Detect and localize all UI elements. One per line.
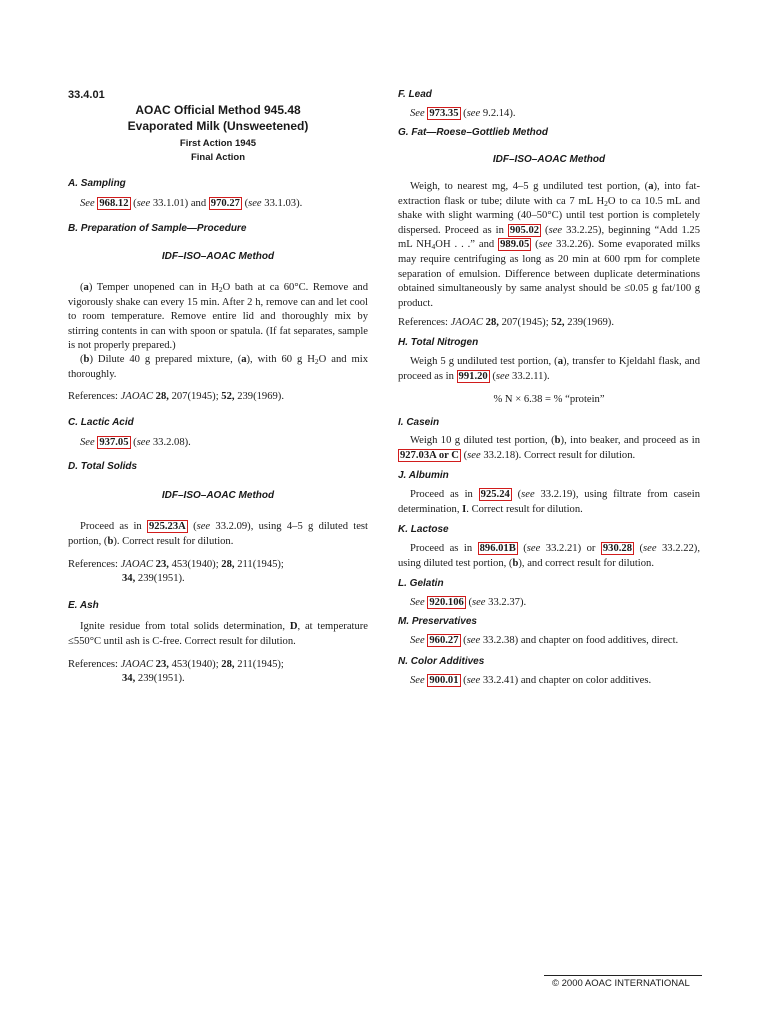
method-link-970-27[interactable]: 970.27 (210, 198, 240, 209)
para-a-sampling: See 968.12 (see 33.1.01) and 970.27 (see 33.1.03). (80, 198, 303, 209)
references-g: References: JAOAC 28, 207(1945); 52, 239(1969). (398, 317, 614, 328)
heading-c-lactic-acid: C. Lactic Acid (68, 417, 134, 428)
heading-b-preparation: B. Preparation of Sample—Procedure (68, 223, 247, 234)
references-b: References: JAOAC 28, 207(1945); 52, 239(1969). (68, 391, 284, 402)
para-e-ash: Ignite residue from total solids determination, D, at temperature ≤550°C until ash is C-free. Correct result for dilution. (68, 621, 368, 647)
method-link-968-12[interactable]: 968.12 (99, 198, 129, 209)
heading-a-sampling: A. Sampling (68, 178, 126, 189)
para-b-step-a: (a) Temper unopened can in $H_2O$ bath at ca 60°C. Remove and vigorously shake can every 15 min. After 2 h, remove can and let cool to room temperature. Remove entire lid and thoroughly mix by stirring contents in can with spoon or spatula. (If fat separates, sample is not properly prepared.) (68, 282, 368, 352)
method-link-927-03[interactable]: 927.03A or C (400, 449, 459, 461)
method-link-896-01b[interactable]: 896.01B (479, 543, 516, 554)
method-link-930-28[interactable]: 930.28 (602, 543, 633, 554)
footer-copyright: © 2000 AOAC INTERNATIONAL (552, 978, 690, 989)
heading-e-ash: E. Ash (68, 600, 99, 611)
heading-k-lactose: K. Lactose (398, 524, 449, 535)
method-link-991-20[interactable]: 991.20 (458, 370, 488, 382)
heading-i-casein: I. Casein (398, 417, 440, 428)
method-link-900-01[interactable]: 900.01 (429, 675, 459, 686)
references-e: References: JAOAC 23, 453(1940); 28, 211(1945); (68, 659, 284, 670)
para-c-lactic-acid: See 937.05 (see 33.2.08). (80, 437, 191, 448)
method-link-989-05[interactable]: 989.05 (500, 239, 530, 251)
heading-f-lead: F. Lead (398, 89, 432, 100)
para-d-total-solids: Proceed as in 925.23A (see 33.2.09), using 4–5 g diluted test portion, (b). Correct result for dilution. (68, 521, 368, 547)
references-d-cont: 34, 239(1951). (122, 573, 185, 584)
method-label-g: IDF–ISO–AOAC Method (492, 154, 606, 165)
heading-g-fat: G. Fat—Roese–Gottlieb Method (398, 127, 549, 138)
method-link-925-23a[interactable]: 925.23A (149, 521, 186, 532)
product-title: Evaporated Milk (Unsweetened) (127, 119, 309, 133)
para-f-lead: See 973.35 (see 9.2.14). (410, 108, 516, 119)
method-link-920-106[interactable]: 920.106 (429, 597, 464, 608)
footer-rule (544, 975, 702, 976)
heading-l-gelatin: L. Gelatin (398, 578, 444, 589)
method-label-d: IDF–ISO–AOAC Method (161, 490, 275, 501)
references-e-cont: 34, 239(1951). (122, 673, 185, 684)
final-action: Final Action (190, 152, 245, 163)
heading-m-preservatives: M. Preservatives (398, 616, 477, 627)
para-g-fat: Weigh, to nearest mg, 4–5 g undiluted test portion, (a), into fat-extraction flask or tube; dilute with ca 7 mL $H_2O$ to ca 10.5 mL and shake with slight warming (40–50°C) until test portion is completely dispersed. Proceed as in 905.02 (see 33.2.25), beginning “Add 1.25 mL $NH_4OH$ . . .” and 989.05 (see 33.2.26). Some evaporated milks may require centrifuging as long as 20 min at 600 rpm for complete separation of emulsion. Difference between duplicate determinations obtained simultaneously by same analyst should be ≤0.05 g fat/100 g product. (398, 181, 700, 309)
para-b-step-b: (b) Dilute 40 g prepared mixture, (a), with 60 g $H_2O$ and mix thoroughly. (68, 354, 368, 380)
para-h-total-nitrogen: Weigh 5 g undiluted test portion, (a), transfer to Kjeldahl flask, and proceed as in 991.20 (see 33.2.11). (398, 356, 700, 382)
section-number: 33.4.01 (68, 89, 105, 101)
para-n-color-additives: See 900.01 (see 33.2.41) and chapter on color additives. (410, 675, 652, 686)
heading-j-albumin: J. Albumin (398, 470, 449, 481)
para-m-preservatives: See 960.27 (see 33.2.38) and chapter on food additives, direct. (410, 635, 679, 646)
method-link-937-05[interactable]: 937.05 (99, 437, 129, 448)
heading-n-color-additives: N. Color Additives (398, 656, 485, 667)
first-action: First Action 1945 (179, 138, 257, 149)
method-link-905-02[interactable]: 905.02 (509, 224, 540, 236)
method-link-973-35[interactable]: 973.35 (429, 108, 459, 119)
para-l-gelatin: See 920.106 (see 33.2.37). (410, 597, 527, 608)
method-link-960-27[interactable]: 960.27 (429, 635, 459, 646)
heading-d-total-solids: D. Total Solids (68, 461, 138, 472)
references-d: References: JAOAC 23, 453(1940); 28, 211(1945); (68, 559, 284, 570)
heading-h-total-nitrogen: H. Total Nitrogen (398, 337, 479, 348)
method-title: AOAC Official Method 945.48 (135, 103, 301, 117)
para-i-casein: Weigh 10 g diluted test portion, (b), into beaker, and proceed as in 927.03A or C (see 33.2.18). Correct result for dilution. (400, 435, 700, 461)
method-link-925-24[interactable]: 925.24 (480, 489, 510, 500)
method-label-b: IDF–ISO–AOAC Method (161, 251, 275, 262)
para-j-albumin: Proceed as in 925.24 (see 33.2.19), using filtrate from casein determination, I. Correct result for dilution. (398, 489, 700, 515)
formula-protein: % N × 6.38 = % “protein” (493, 394, 605, 405)
para-k-lactose: Proceed as in 896.01B (see 33.2.21) or 930.28 (see 33.2.22), using diluted test portion, (b), and correct result for dilution. (398, 543, 700, 569)
